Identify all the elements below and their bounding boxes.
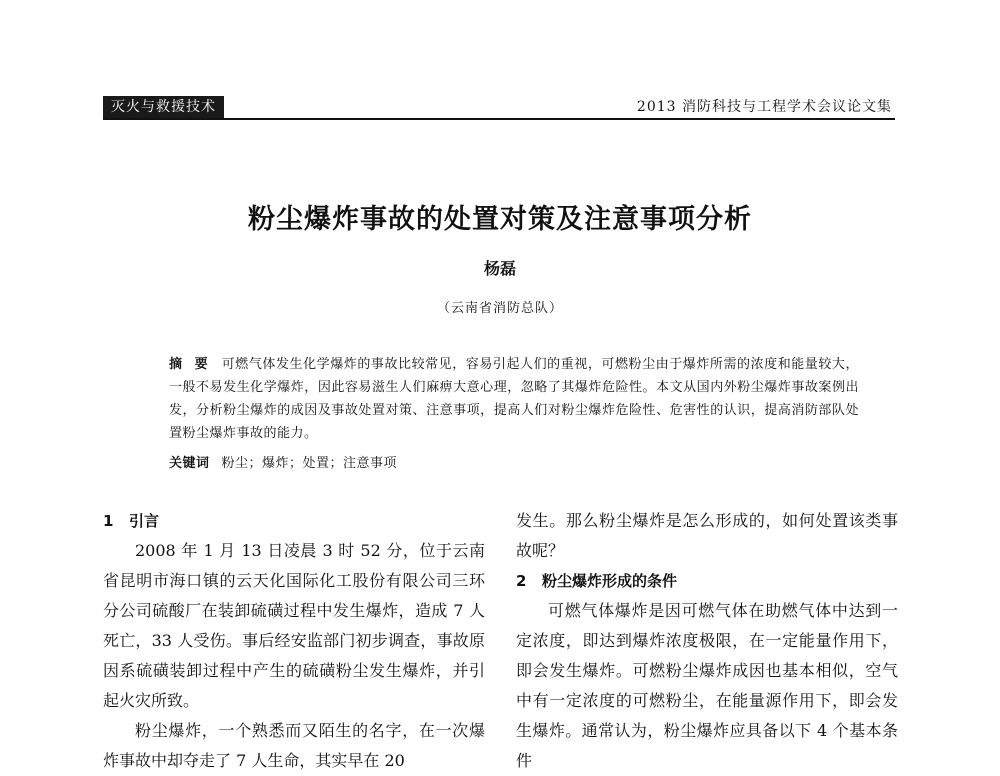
section-heading-2 xyxy=(516,566,898,596)
section-number-2: 2 xyxy=(516,572,527,590)
left-column xyxy=(103,506,485,776)
section-number-1: 1 xyxy=(103,512,114,530)
paragraph: 2008 年 1 月 13 日凌晨 3 时 52 分，位于云南省昆明市海口镇的云天化国际化工股份有限公司三环分公司硫酸厂在装卸硫磺过程中发生爆炸，造成 7 人死亡，33 人受伤。事后经安监部门初步调查，事故原因系硫磺装卸过程中产生的硫磺粉尘发生爆炸，并引起火灾所致。 xyxy=(103,541,485,710)
section-heading-1 xyxy=(103,506,485,536)
header-rule xyxy=(103,118,895,120)
right-column xyxy=(516,506,898,776)
paragraph: 粉尘爆炸，一个熟悉而又陌生的名字，在一次爆炸事故中却夺走了 7 人生命，其实早在 20 xyxy=(103,721,485,770)
abstract-label: 摘 要 xyxy=(169,357,212,372)
section-title-2: 粉尘爆炸形成的条件 xyxy=(542,572,678,590)
paragraph: 可燃气体爆炸是因可燃气体在助燃气体中达到一定浓度，即达到爆炸浓度极限，在一定能量作用下，即会发生爆炸。可燃粉尘爆炸成因也基本相似，空气中有一定浓度的可燃粉尘，在能量源作用下，即会发生爆炸。通常认为，粉尘爆炸应具备以下 4 个基本条件 xyxy=(516,601,898,770)
keywords xyxy=(169,453,397,475)
affiliation: （云南省消防总队） xyxy=(436,301,563,316)
author: 杨磊 xyxy=(483,259,516,278)
paper-title: 粉尘爆炸事故的处置对策及注意事项分析 xyxy=(248,204,752,235)
abstract-text: 可燃气体发生化学爆炸的事故比较常见，容易引起人们的重视，可燃粉尘由于爆炸所需的浓度和能量较大，一般不易发生化学爆炸，因此容易滋生人们麻痹大意心理，忽略了其爆炸危险性。本文从国内外粉尘爆炸事故案例出发，分析粉尘爆炸的成因及事故处置对策、注意事项，提高人们对粉尘爆炸危险性、危害性的认识，提高消防部队处置粉尘爆炸事故的能力。 xyxy=(169,357,859,441)
abstract xyxy=(143,353,859,445)
keywords-label: 关键词 xyxy=(169,456,210,471)
keywords-text: 粉尘；爆炸；处置；注意事项 xyxy=(221,456,398,471)
section-title-1: 引言 xyxy=(129,512,160,530)
section-badge: 灭火与救援技术 xyxy=(103,96,224,118)
journal-title: 2013 消防科技与工程学术会议论文集 xyxy=(636,99,892,115)
paragraph-continued: 发生。那么粉尘爆炸是怎么形成的，如何处置该类事故呢？ xyxy=(516,511,898,560)
